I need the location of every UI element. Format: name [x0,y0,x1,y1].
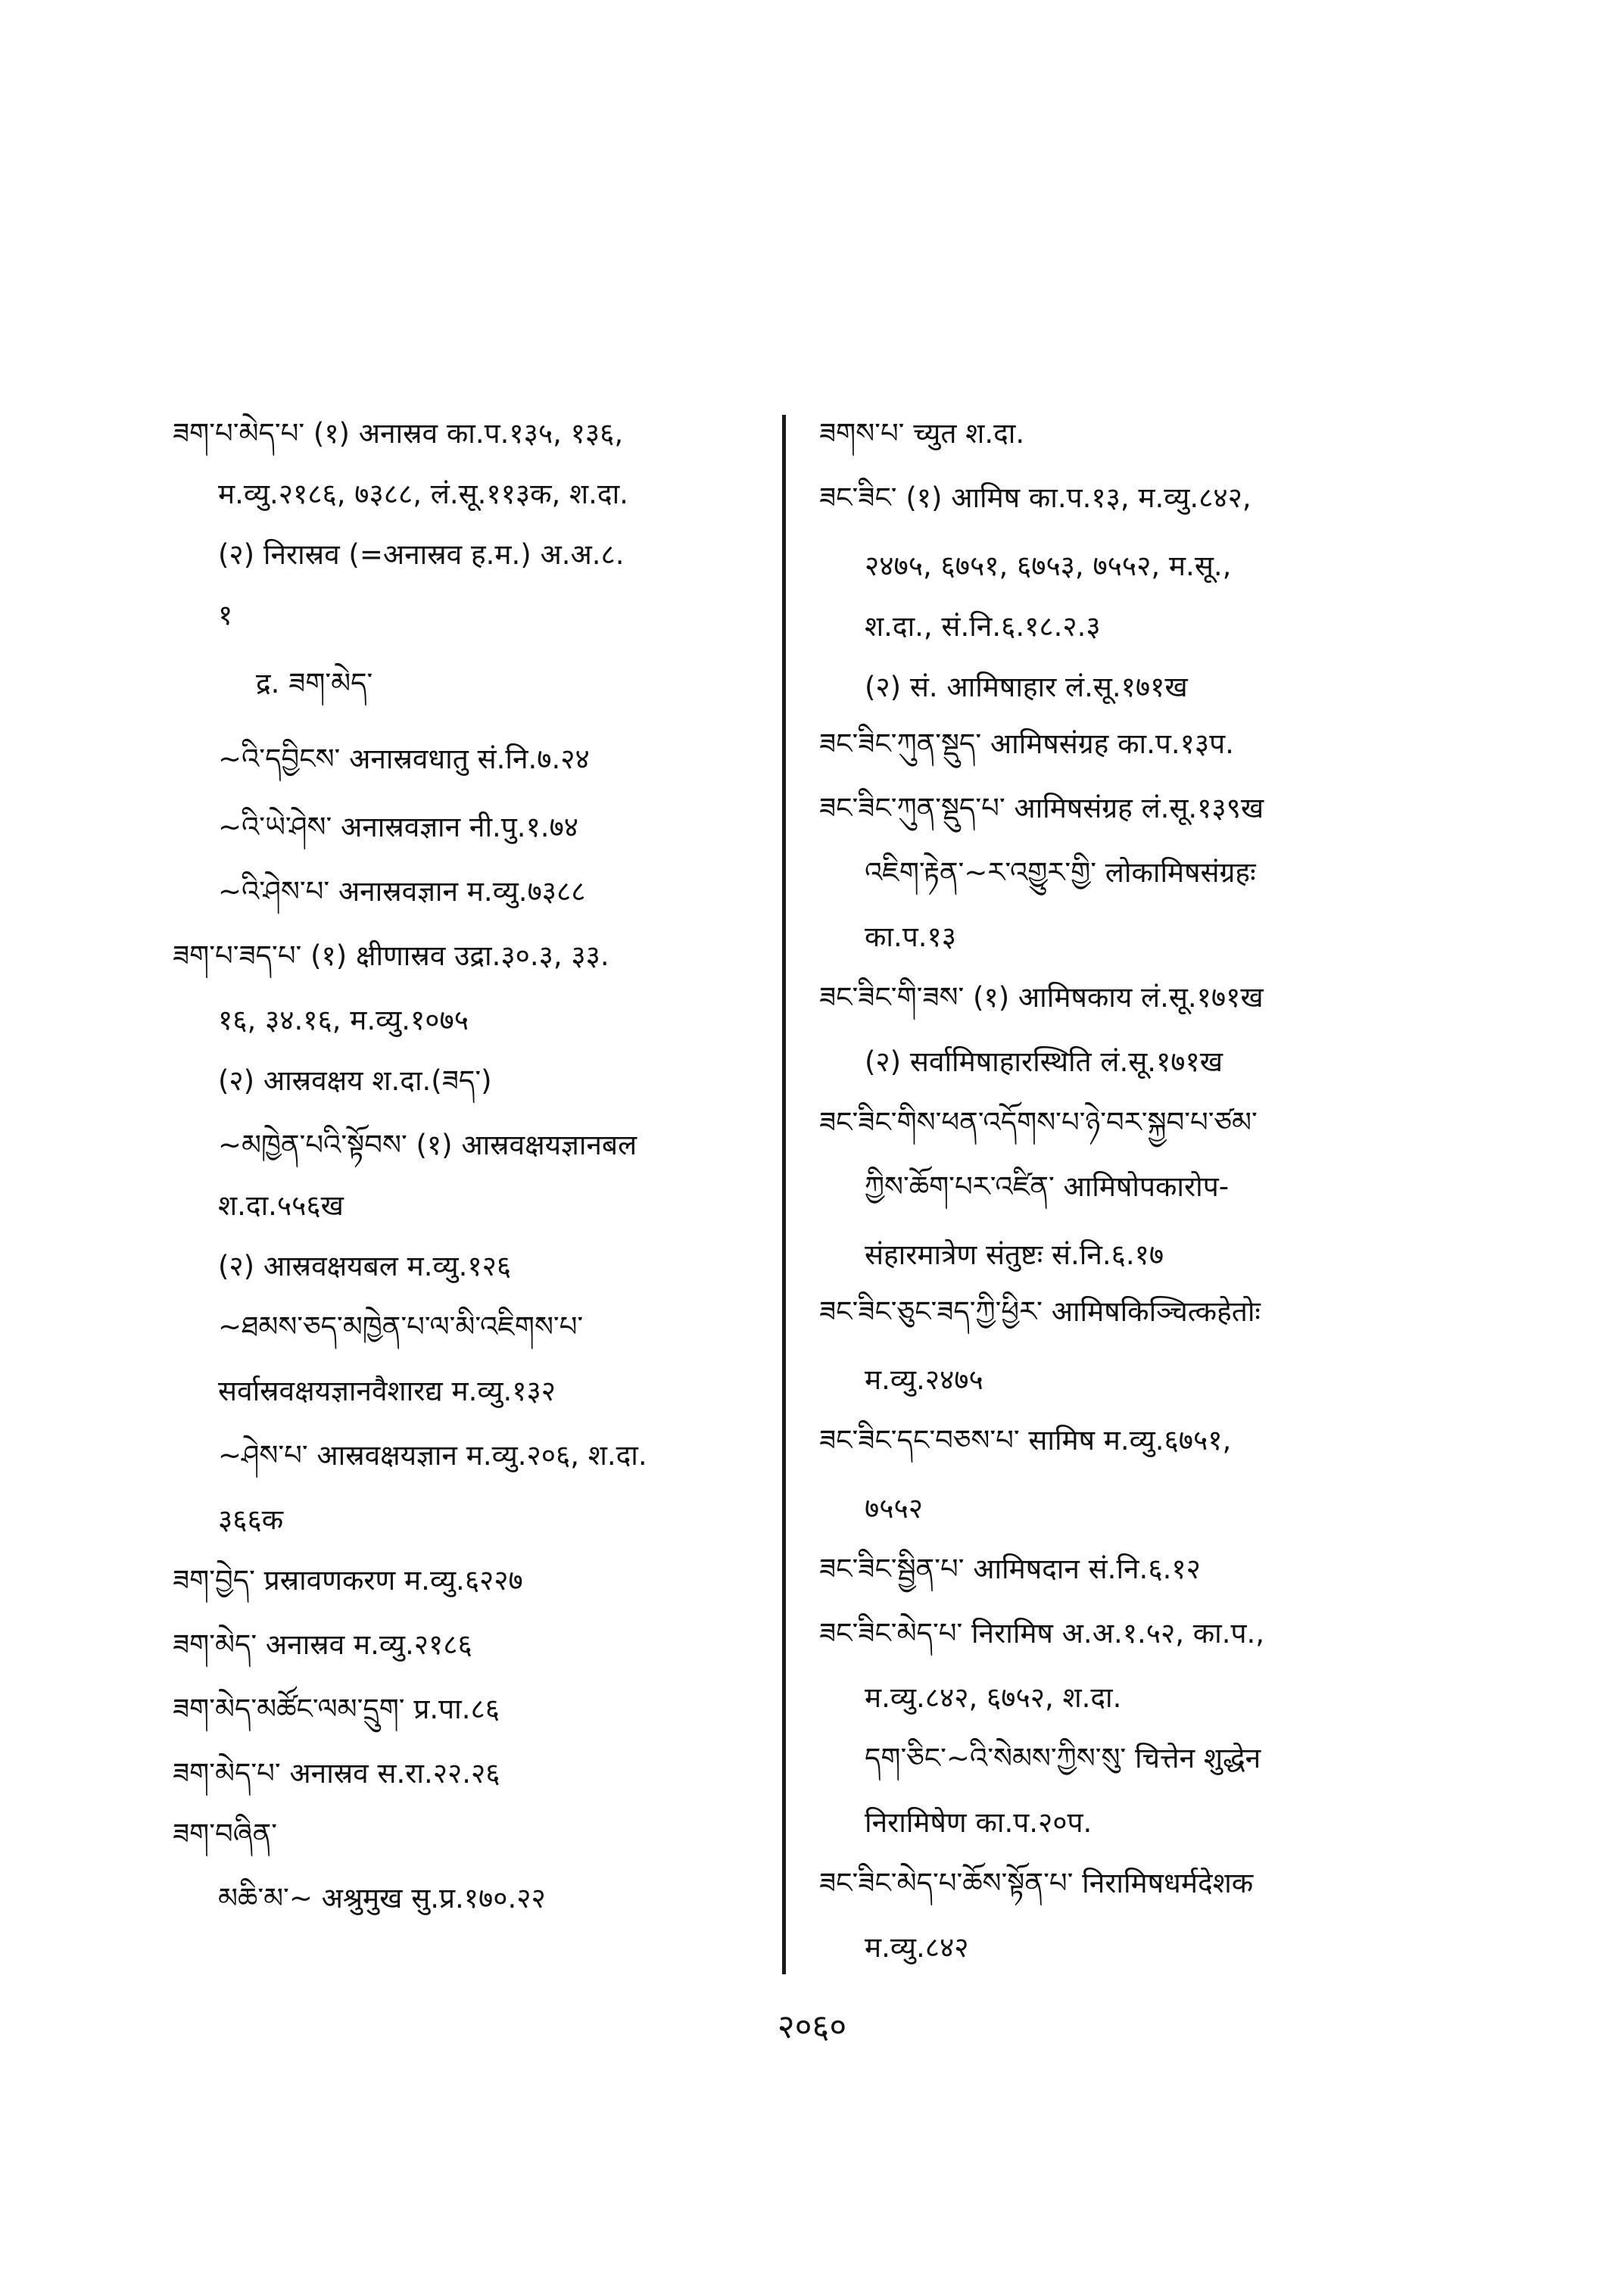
entry-line: ~འི་ཡེ་ཤེས་ अनास्रवज्ञान नी.पु.१.७४ [218,811,579,843]
entry-line: (२) निरास्रव (=अनास्रव ह.म.) अ.अ.८. [218,538,625,571]
entry-line: མཆི་མ་~ अश्रुमुख सु.प्र.१७०.२२ [218,1882,546,1914]
entry-line: ཟང་ཟིང་གི་ཟས་ (१) आमिषकाय लं.सू.१७१ख [819,981,1264,1014]
entry-line: ཟང་ཟིང་སྦྱིན་པ་ आमिषदान सं.नि.६.१२ [819,1553,1201,1585]
entry-line: ཟག་མེད་མཚོང་ལམ་དྲུག་ प्र.पा.८६ [173,1693,500,1725]
entry-line: म.व्यु.८४२, ६७५२, श.दा. [865,1681,1122,1714]
entry-line: ཟང་ཟིང་ཀུན་སྡུད་པ་ आमिषसंग्रह लं.सू.१३९ख [819,792,1264,824]
entry-line: ཟག་མེད་ अनास्रव म.व्यु.२१८६ [173,1628,472,1661]
entry-line: ཟང་ཟིང་ཀུན་སྡུད་ आमिषसंग्रह का.प.१३प. [819,727,1234,760]
entry-line: द्र. ཟག་མེད་ [256,667,373,699]
entry-line: म.व्यु.२१८६, ७३८८, लं.सू.११३क, श.दा. [218,478,628,510]
entry-line: ཟག་བཞིན་ [173,1818,278,1850]
entry-line: निरामिषेण का.प.२०प. [865,1806,1093,1839]
entry-line: ཟང་ཟིང་དང་བཅས་པ་ सामिष म.व्यु.६७५१, [819,1424,1232,1456]
entry-line: ~འི་དབྱིངས་ अनास्रवधातु सं.नि.७.२४ [218,743,590,775]
entry-line: ཟག་པ་མེད་པ་ (१) अनास्रव का.प.१३५, १३६, [173,417,624,450]
entry-line: ཟག་མེད་པ་ अनास्रव स.रा.२२.२६ [173,1757,500,1790]
entry-line: ཟང་ཟིང་མེད་པ་ཆོས་སྟོན་པ་ निरामिषधर्मदेशक [819,1867,1254,1899]
entry-line: (२) आस्रवक्षय श.दा.(ཟད་) [218,1064,492,1097]
entry-line: འཇིག་རྟེན་~ར་འགྱུར་གྱི་ लोकामिषसंग्रहः [865,856,1256,889]
entry-line: དག་ཅིང་~འི་སེམས་ཀྱིས་སུ་ चित्तेन शुद्धेन [865,1742,1261,1774]
entry-line: (२) सर्वामिषाहारस्थिति लं.सू.१७१ख [865,1045,1223,1078]
entry-line: श.दा.५५६ख [218,1189,344,1222]
page-number: २०६० [777,2008,847,2046]
entry-line: संहारमात्रेण संतुष्टः सं.नि.६.१७ [865,1238,1164,1271]
entry-line: १ [218,599,233,631]
entry-line: ཟང་ཟིང་ (१) आमिष का.प.१३, म.व्यु.८४२, [819,481,1252,514]
entry-line: २४७५, ६७५१, ६७५३, ७५५२, म.सू., [865,550,1232,582]
entry-line: म.व्यु.८४२ [865,1931,969,1964]
entry-line: ཟག་བྱེད་ प्रस्रावणकरण म.व्यु.६२२७ [173,1564,523,1597]
entry-line: ३६६क [218,1503,284,1536]
entry-line: १६, ३४.१६, म.व्यु.१०७५ [218,1004,469,1036]
entry-line: श.दा., सं.नि.६.१८.२.३ [865,610,1101,643]
entry-line: ཟང་ཟིང་མེད་པ་ निरामिष अ.अ.१.५२, का.प., [819,1617,1265,1650]
entry-line: (२) आस्रवक्षयबल म.व्यु.१२६ [218,1250,512,1282]
entry-line: सर्वास्रवक्षयज्ञानवैशारद्य म.व्यु.१३२ [218,1375,556,1407]
entry-line: ཟང་ཟིང་ཅུང་ཟད་ཀྱི་ཕྱིར་ आमिषकिञ्चित्कहेतोः [819,1295,1261,1328]
entry-line: ཀྱིས་ཆོག་པར་འཛིན་ आमिषोपकारोप- [865,1170,1230,1203]
entry-line: ~ཤེས་པ་ आस्रवक्षयज्ञान म.व्यु.२०६, श.दा. [218,1439,647,1472]
entry-line: ~འི་ཤེས་པ་ अनास्रवज्ञान म.व्यु.७३८८ [218,875,586,908]
entry-line: (२) सं. आमिषाहार लं.सू.१७१ख [865,671,1188,703]
entry-line: ~མཁྱེན་པའི་སྟོབས་ (१) आस्रवक्षयज्ञानबल [218,1129,637,1161]
entry-line: ~ཐམས་ཅད་མཁྱེན་པ་ལ་མི་འཇིགས་པ་ [218,1310,584,1343]
entry-line: ཟག་པ་ཟད་པ་ (१) क्षीणास्रव उद्रा.३०.३, ३३. [173,939,609,972]
column-divider [782,415,786,1974]
entry-line: का.प.१३ [865,921,957,953]
entry-line: ७५५२ [865,1492,923,1525]
entry-line: म.व्यु.२४७५ [865,1363,983,1396]
entry-line: ཟང་ཟིང་གིས་ཕན་འདོགས་པ་ཉེ་བར་སྐྱབ་པ་ཙམ་ [819,1106,1258,1139]
entry-line: ཟགས་པ་ च्युत श.दा. [819,417,1025,450]
